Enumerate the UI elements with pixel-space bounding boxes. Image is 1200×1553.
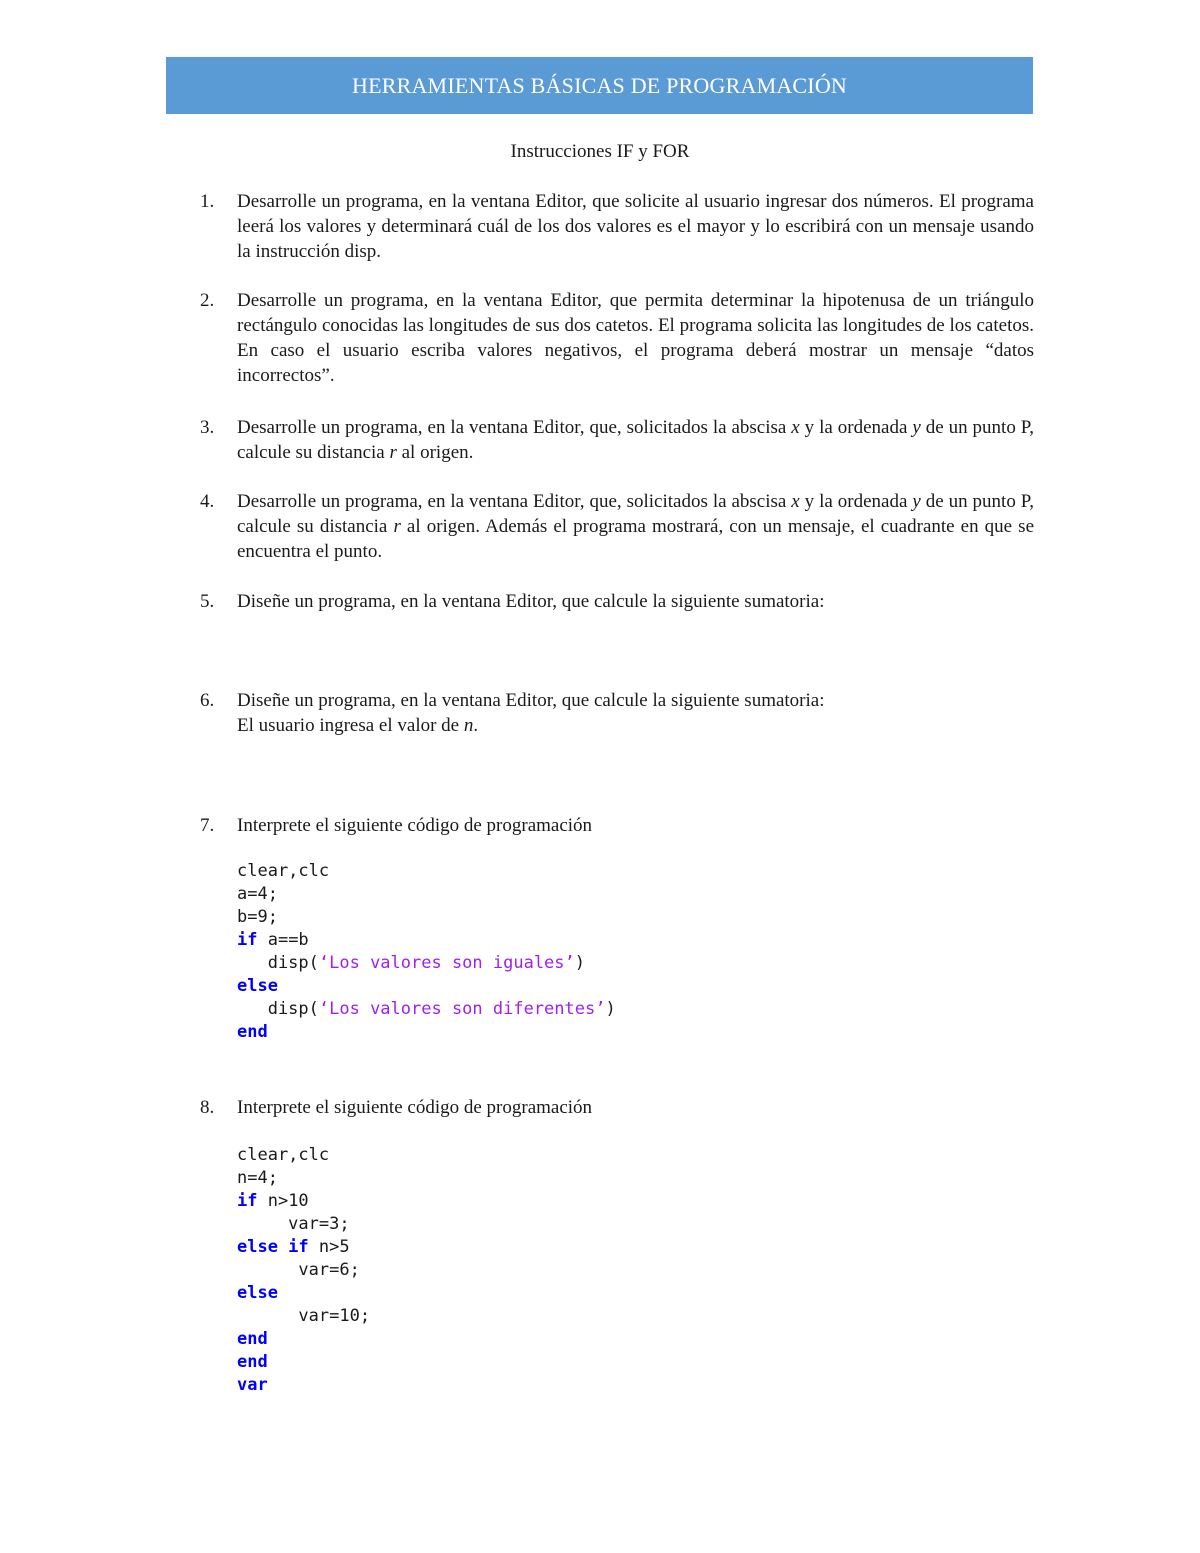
code-line: clear,clc	[237, 1145, 330, 1165]
item-text: Interprete el siguiente código de programación	[237, 815, 593, 836]
item-number: 6.	[200, 690, 215, 711]
code-line: var=6;	[237, 1260, 360, 1280]
code-line: disp(‘Los valores son iguales’)	[237, 953, 586, 973]
subtitle: Instrucciones IF y FOR	[510, 141, 690, 162]
list-item-4	[200, 489, 1034, 564]
item-text: Diseñe un programa, en la ventana Editor, que calcule la siguiente sumatoria:	[237, 591, 825, 612]
header-bar	[166, 57, 1033, 114]
code-line: else if n>5	[237, 1237, 350, 1257]
item-number: 1.	[200, 191, 215, 212]
code-block-7	[237, 860, 616, 1044]
item-number: 8.	[200, 1097, 215, 1118]
item-number: 5.	[200, 591, 215, 612]
code-line: var	[237, 1375, 268, 1395]
list-item-8	[200, 1095, 1034, 1120]
item-number: 2.	[200, 290, 215, 311]
code-line: clear,clc	[237, 861, 330, 881]
page-title: HERRAMIENTAS BÁSICAS DE PROGRAMACIÓN	[352, 72, 847, 98]
code-block-8	[237, 1144, 370, 1397]
item-number: 4.	[200, 491, 215, 512]
item-text: Interprete el siguiente código de programación	[237, 1097, 593, 1118]
item-number: 3.	[200, 417, 215, 438]
code-line: n=4;	[237, 1168, 278, 1188]
code-line: else	[237, 976, 278, 996]
item-text-line2: El usuario ingresa el valor de n.	[237, 715, 479, 736]
code-line: a=4;	[237, 884, 278, 904]
code-line: end	[237, 1352, 268, 1372]
list-item-5	[200, 589, 1034, 614]
code-line: if n>10	[237, 1191, 309, 1211]
item-text: Desarrolle un programa, en la ventana Editor, que permita determinar la hipotenusa de un triángulo rectángulo conocidas las longitudes de sus dos catetos. El programa solicita las longitudes de los catetos. En caso el usuario escriba valores negativos, el programa deberá mostrar un mensaje “datos incorrectos”.	[237, 290, 1034, 386]
code-line: disp(‘Los valores son diferentes’)	[237, 999, 616, 1019]
item-text: Diseñe un programa, en la ventana Editor, que calcule la siguiente sumatoria:	[237, 690, 825, 711]
code-line: var=10;	[237, 1306, 371, 1326]
code-line: var=3;	[237, 1214, 350, 1234]
list-item-7	[200, 813, 1034, 838]
item-text: Desarrolle un programa, en la ventana Editor, que, solicitados la abscisa x y la ordenada y de un punto P, calcule su distancia r al origen.	[237, 417, 1034, 463]
code-line: b=9;	[237, 907, 278, 927]
list-item-1	[200, 189, 1034, 264]
item-text: Desarrolle un programa, en la ventana Editor, que solicite al usuario ingresar dos números. El programa leerá los valores y determinará cuál de los dos valores es el mayor y lo escribirá con un mensaje usando la instrucción disp.	[237, 191, 1034, 262]
code-line: end	[237, 1022, 268, 1042]
list-item-2	[200, 288, 1034, 388]
list-item-3	[200, 415, 1034, 465]
list-item-6	[200, 688, 1034, 738]
code-line: if a==b	[237, 930, 309, 950]
item-number: 7.	[200, 815, 215, 836]
code-line: else	[237, 1283, 278, 1303]
item-text: Desarrolle un programa, en la ventana Editor, que, solicitados la abscisa x y la ordenada y de un punto P, calcule su distancia r al origen. Además el programa mostrará, con un mensaje, el cuadrante en que se encuentra el punto.	[237, 491, 1034, 562]
code-line: end	[237, 1329, 268, 1349]
